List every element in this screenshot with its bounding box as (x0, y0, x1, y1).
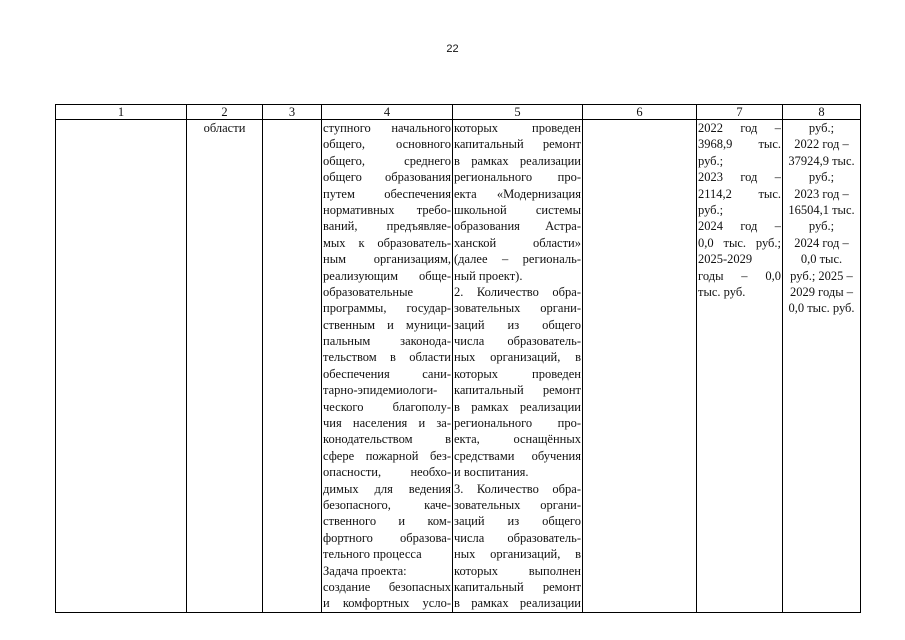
text-line: программы, государ- (323, 301, 451, 316)
text-line: конодательством в (323, 432, 451, 447)
text-line: 0,0 тыс. руб.; (698, 235, 781, 250)
text-line: димых для ведения (323, 481, 451, 496)
cell-col-3 (263, 120, 322, 613)
text-line: ный проект). (454, 268, 523, 283)
text-line: ных организаций, в (454, 350, 581, 365)
text-line: заций из общего (454, 514, 581, 529)
text-line: нормативных требо- (323, 202, 451, 217)
page-number: 22 (446, 43, 459, 55)
text-line: капитальный ремонт (454, 383, 581, 398)
text-line: реализующим обще- (323, 268, 451, 283)
col-header-5: 5 (453, 105, 583, 120)
text-line: 2022 год – (698, 121, 781, 135)
header-row (56, 105, 861, 120)
cell-col-8 (783, 120, 861, 613)
text-line: ных организаций, в (454, 547, 581, 562)
text-line: которых проведен (454, 121, 581, 135)
text-line: общего, основного (323, 137, 451, 152)
text-line: которых проведен (454, 366, 581, 381)
cell-col-7 (697, 120, 783, 613)
text-line: общего, среднего (323, 153, 451, 168)
text-line: сфере пожарной без- (323, 448, 451, 463)
text-line: 2029 годы – (790, 284, 853, 299)
col-header-8: 8 (783, 105, 861, 120)
text-line: 3968,9 тыс. (698, 137, 781, 152)
text-line: средствами обучения (454, 448, 581, 463)
text-line: 2. Количество обра- (454, 284, 581, 299)
text-line: заций из общего (454, 317, 581, 332)
text-line: ческого благополу- (323, 399, 451, 414)
text-line: мых к образователь- (323, 235, 451, 250)
text-line: регионального про- (454, 170, 581, 185)
col-header-7: 7 (697, 105, 783, 120)
text-line: 0,0 тыс. руб. (788, 301, 855, 316)
program-table (55, 104, 861, 613)
text-line: Задача проекта: (323, 563, 407, 578)
text-line: ственным и муници- (323, 317, 451, 332)
col-header-6: 6 (583, 105, 697, 120)
text-line: области (203, 121, 246, 135)
text-line: 2023 год – (794, 186, 849, 201)
col-header-4: 4 (322, 105, 453, 120)
text-line: 2023 год – (698, 170, 781, 185)
text-line: руб.; 2025 – (790, 268, 853, 283)
text-line: пальным законода- (323, 334, 451, 349)
text-line: екта, оснащённых (454, 432, 581, 447)
text-line: образовательные (323, 284, 414, 299)
text-line: ственного и ком- (323, 514, 451, 529)
text-line: опасности, необхо- (323, 465, 451, 480)
text-line: общего образования (323, 170, 451, 185)
text-line: безопасного, каче- (323, 497, 451, 512)
col-header-1: 1 (56, 105, 187, 120)
text-line: 2114,2 тыс. (698, 186, 781, 201)
text-line: 2024 год – (698, 219, 781, 234)
text-line: чия населения и за- (323, 416, 451, 431)
text-line: регионального про- (454, 416, 581, 431)
text-line: 37924,9 тыс. (788, 153, 855, 168)
text-line: тарно-эпидемиологи- (323, 383, 438, 398)
text-line: и комфортных усло- (323, 596, 451, 611)
cell-col-5 (453, 120, 583, 613)
text-line: руб.; (698, 202, 724, 217)
text-line: тельного процесса (323, 547, 422, 562)
text-line: руб.; (808, 219, 835, 234)
text-line: 3. Количество обра- (454, 481, 581, 496)
text-line: фортного образова- (323, 530, 451, 545)
text-line: руб.; (808, 170, 835, 185)
text-line: числа образователь- (454, 530, 581, 545)
cell-col-2 (187, 120, 263, 613)
text-line: ным организациям, (323, 252, 451, 267)
text-line: обеспечения сани- (323, 366, 451, 381)
text-line: зовательных органи- (454, 497, 581, 512)
text-line: образования Астра- (454, 219, 581, 234)
text-line: тыс. руб. (698, 284, 746, 299)
text-line: 2024 год – (794, 235, 849, 250)
cell-col-1 (56, 120, 187, 613)
text-line: и воспитания. (454, 465, 529, 480)
table-row (56, 120, 861, 613)
text-line: путем обеспечения (323, 186, 451, 201)
text-line: 2022 год – (794, 137, 849, 152)
text-line: в рамках реализации (454, 399, 581, 414)
text-line: школьной системы (454, 202, 581, 217)
text-line: тельством в области (323, 350, 451, 365)
text-line: числа образователь- (454, 334, 581, 349)
cell-col-4 (322, 120, 453, 613)
text-line: годы – 0,0 (698, 268, 781, 283)
text-line: капитальный ремонт (454, 137, 581, 152)
col-header-2: 2 (187, 105, 263, 120)
text-line: создание безопасных (323, 579, 451, 594)
text-line: зовательных органи- (454, 301, 581, 316)
text-line: 2025-2029 (698, 252, 753, 267)
text-line: в рамках реализации (454, 596, 581, 611)
text-line: ваний, предъявляе- (323, 219, 451, 234)
text-line: капитальный ремонт (454, 579, 581, 594)
text-line: ступного начального (323, 121, 451, 135)
text-line: которых выполнен (454, 563, 581, 578)
col-header-3: 3 (263, 105, 322, 120)
text-line: руб.; (808, 121, 835, 135)
cell-col-6 (583, 120, 697, 613)
text-line: 16504,1 тыс. (788, 202, 855, 217)
text-line: екта «Модернизация (454, 186, 581, 201)
text-line: ханской области» (454, 235, 581, 250)
text-line: руб.; (698, 153, 724, 168)
text-line: (далее – региональ- (454, 252, 581, 267)
text-line: 0,0 тыс. (800, 252, 843, 267)
text-line: в рамках реализации (454, 153, 581, 168)
